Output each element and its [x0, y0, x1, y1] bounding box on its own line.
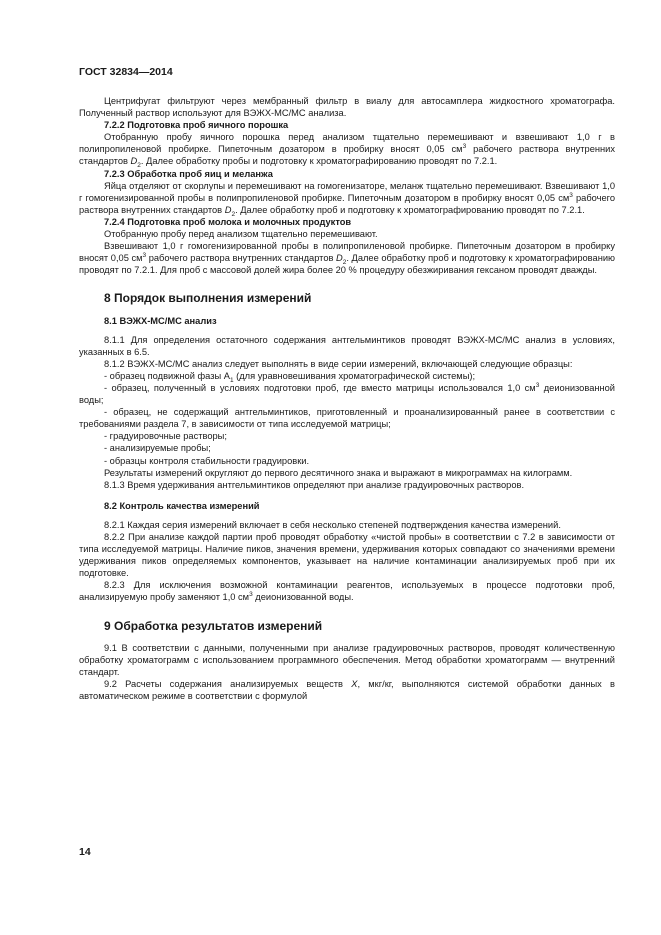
list-item: - образец, полученный в условиях подготовки проб, где вместо матрицы использовался 1,0 $см^3$ деионизованной воды;	[79, 381, 615, 406]
subsection-heading-7-2-3: 7.2.3 Обработка проб яиц и меланжа	[104, 168, 273, 179]
paragraph: 8.2.2 При анализе каждой партии проб проводят обработку «чистой пробы» в соответствии с 7.2 в зависимости от типа исследуемой матрицы. Наличие пиков, значения времени, удерживания которых совпадают со значениями времени удерживания пиков определяемых компонентов, указывает на наличие контаминации анализируемых проб при их подготовке.	[79, 532, 615, 579]
paragraph: 9.1 В соответствии с данными, полученными при анализе градуировочных растворов, проводят количественную обработку хроматограмм с использованием программного обеспечения. Метод обработки хроматограмм — внутренний стандарт.	[79, 642, 615, 677]
paragraph: Отобранную пробу перед анализом тщательно перемешивают.	[104, 229, 378, 240]
paragraph: 8.1.1 Для определения остаточного содержания антгельминтиков проводят ВЭЖХ-МС/МС анализ в условиях, указанных в 6.5.	[79, 334, 615, 357]
paragraph: 8.2.3 Для исключения возможной контаминации реагентов, используемых в процессе подготовки проб, анализируемую пробу заменяют 1,0 $см^3$ деионизованной воды.	[79, 580, 615, 603]
list-item: - образец подвижной фазы $А_1$ (для уравновешивания хроматографической системы);	[104, 370, 476, 384]
list-item: - градуировочные растворы;	[104, 431, 227, 442]
paragraph: Отобранную пробу яичного порошка перед анализом тщательно перемешивают и взвешивают 1,0 г в полипропиленовой пробирке. Пипеточным дозатором в пробирку вносят 0,05 $см^3$ рабочего раствора внутренних стандартов $D_2$. Далее обработку пробы и подготовку к хроматографированию проводят по 7.2.1.	[79, 132, 615, 170]
subsection-heading-7-2-4: 7.2.4 Подготовка проб молока и молочных продуктов	[104, 216, 352, 227]
paragraph: Результаты измерений округляют до первого десятичного знака и выражают в микрограммах на килограмм.	[104, 467, 573, 478]
list-item: - анализируемые пробы;	[104, 443, 211, 454]
subsection-heading-8-1: 8.1 ВЭЖХ-МС/МС анализ	[104, 315, 217, 326]
paragraph: 8.2.1 Каждая серия измерений включает в себя несколько степеней подтверждения качества измерений.	[104, 519, 561, 530]
paragraph: Взвешивают 1,0 г гомогенизированной пробы в полипропиленовой пробирке. Пипеточным дозатором в пробирку вносят 0,05 $см^3$ рабочего раствора внутренних стандартов $D_2$. Далее обработку проб и подготовку к хроматографированию проводят по 7.2.1. Для проб с массовой долей жира более 20 % процедуру обезжиривания гексаном проводят дважды.	[79, 241, 615, 276]
section-heading-8: 8 Порядок выполнения измерений	[104, 291, 312, 306]
section-heading-9: 9 Обработка результатов измерений	[104, 618, 323, 633]
subsection-heading-8-2: 8.2 Контроль качества измерений	[104, 500, 260, 511]
paragraph: 9.2 Расчеты содержания анализируемых веществ X, мкг/кг, выполняются системой обработки данных в автоматическом режиме в соответствии с формулой	[79, 678, 615, 702]
document-header: ГОСТ 32834—2014	[79, 66, 173, 78]
paragraph: 8.1.3 Время удерживания антгельминтиков определяют при анализе градуировочных растворов.	[104, 479, 525, 490]
page-number: 14	[79, 846, 91, 858]
subsection-heading-7-2-2: 7.2.2 Подготовка проб яичного порошка	[104, 120, 289, 131]
list-item: - образец, не содержащий антгельминтиков, приготовленный и проанализированный ранее в соответствии с требованиями раздела 7, в зависимости от типа исследуемой матрицы;	[79, 407, 615, 430]
paragraph: 8.1.2 ВЭЖХ-МС/МС анализ следует выполнять в виде серии измерений, включающей следующие образцы:	[104, 358, 573, 369]
paragraph: Яйца отделяют от скорлупы и перемешивают на гомогенизаторе, меланж тщательно перемешивают. Взвешивают 1,0 г гомогенизированной пробы в полипропиленовой пробирке. Пипеточным дозатором в пробирку вносят 0,05 $см^3$ рабочего раствора внутренних стандартов $D_2$. Далее обработку проб и подготовку к хроматографированию проводят по 7.2.1.	[79, 180, 615, 218]
list-item: - образцы контроля стабильности градуировки.	[104, 455, 310, 466]
paragraph: Центрифугат фильтруют через мембранный фильтр в виалу для автосамплера жидкостного хроматографа. Полученный раствор используют для ВЭЖХ-МС/МС анализа.	[79, 96, 615, 119]
document-body	[79, 95, 615, 702]
